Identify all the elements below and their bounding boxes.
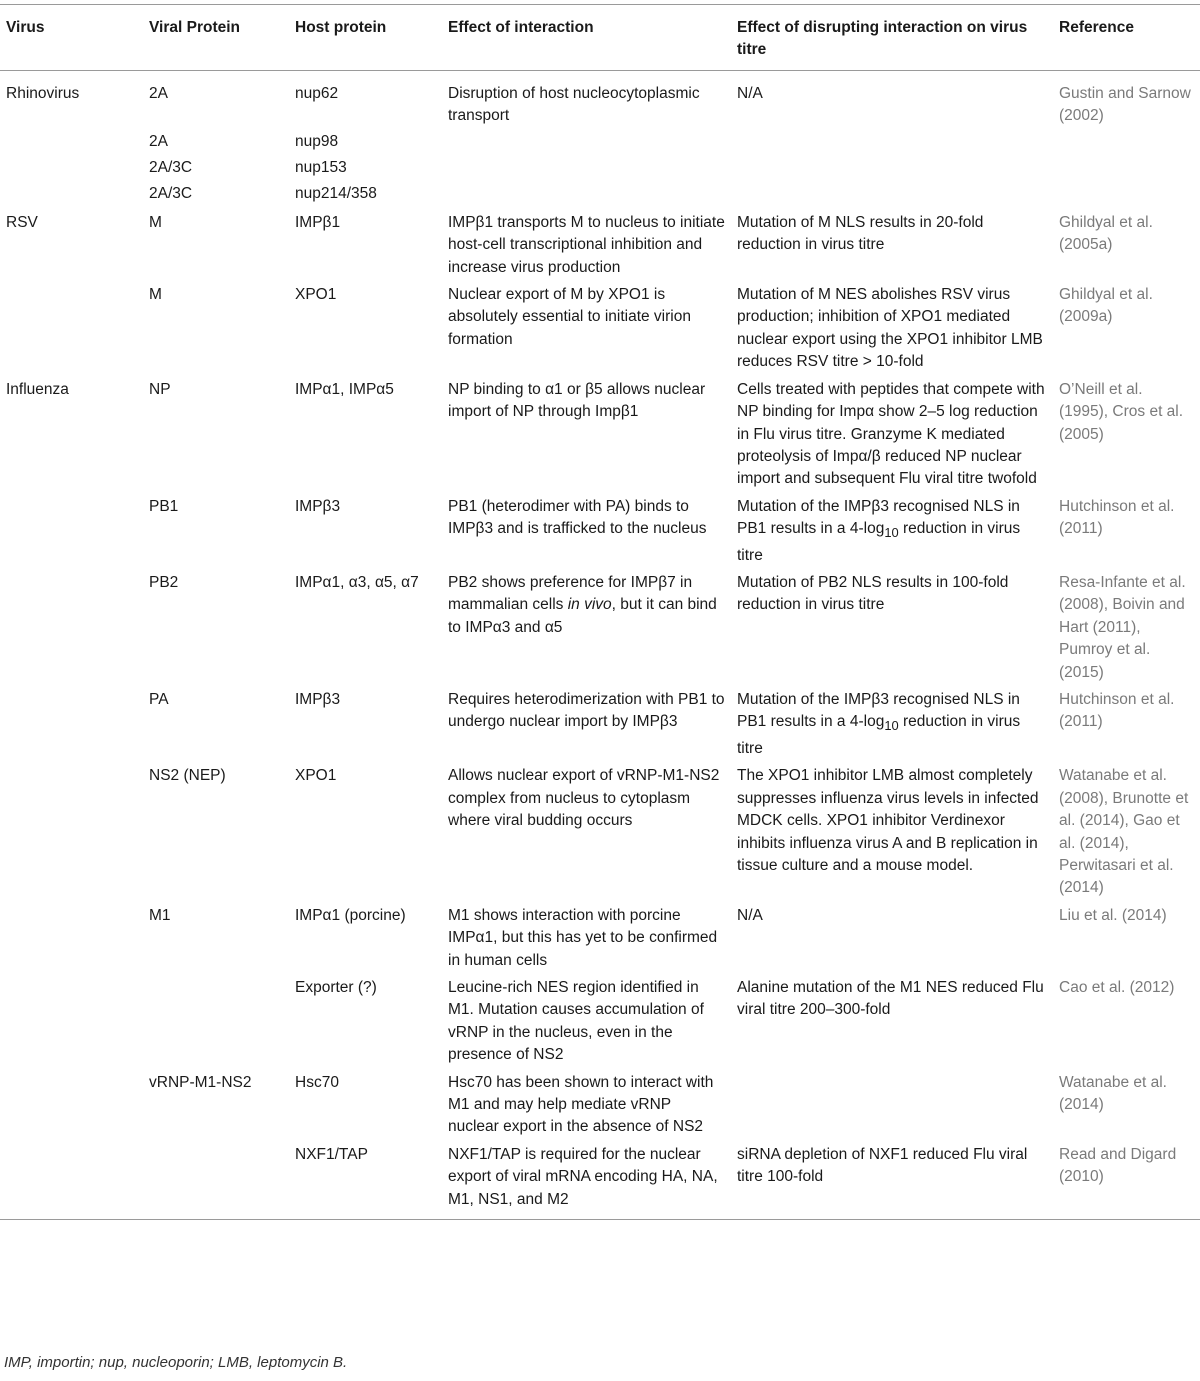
cell-reference: [1053, 157, 1200, 183]
cell-virus: [0, 763, 143, 902]
cell-reference: Ghildyal et al. (2009a): [1059, 286, 1153, 326]
table-row: [0, 903, 1200, 975]
cell-viral-protein: 2A: [149, 132, 168, 150]
cell-reference: Cao et al. (2012): [1059, 979, 1175, 997]
table-row: [0, 763, 1200, 902]
cell-host-protein: IMPβ3: [295, 497, 341, 515]
cell-titre-effect: N/A: [737, 906, 763, 924]
cell-titre-effect: [731, 157, 1053, 183]
cell-effect: NP binding to α1 or β5 allows nuclear import of NP through Impβ1: [448, 380, 706, 421]
header-effect: Effect of interaction: [448, 19, 594, 36]
header-disrupt-effect: Effect of disrupting interaction on virus titre: [737, 19, 1028, 59]
cell-titre-effect: Mutation of PB2 NLS results in 100-fold reduction in virus titre: [737, 574, 1009, 614]
table-row: [0, 70, 1200, 130]
cell-host-protein: XPO1: [295, 286, 337, 304]
table-header: [0, 5, 1200, 71]
cell-virus: [0, 903, 143, 975]
header-viral-protein: Viral Protein: [149, 19, 241, 36]
cell-titre-effect: Mutation of M NES abolishes RSV virus production; inhibition of XPO1 mediated nuclear export using the XPO1 inhibitor LMB reduces RSV titre > 10-fold: [737, 286, 1043, 371]
table-row: [0, 570, 1200, 687]
cell-effect: [442, 131, 731, 157]
cell-effect: NXF1/TAP is required for the nuclear export of viral mRNA encoding HA, NA, M1, NS1, and M2: [448, 1145, 718, 1208]
cell-host-protein: nup98: [295, 132, 339, 150]
cell-host-protein: nup62: [295, 84, 339, 102]
cell-viral-protein: NP: [149, 380, 171, 398]
cell-reference: Hutchinson et al. (2011): [1059, 497, 1175, 538]
cell-viral-protein: vRNP-M1-NS2: [149, 1073, 252, 1091]
cell-virus: [0, 131, 143, 157]
cell-viral-protein: 2A/3C: [149, 159, 193, 177]
cell-titre-effect: [731, 183, 1053, 209]
cell-effect: [442, 183, 731, 209]
cell-reference: Hutchinson et al. (2011): [1059, 691, 1175, 731]
cell-effect: Leucine-rich NES region identified in M1. Mutation causes accumulation of vRNP in the nucleus, even in the presence of NS2: [448, 979, 704, 1064]
cell-titre-effect: Alanine mutation of the M1 NES reduced Flu viral titre 200–300-fold: [737, 979, 1044, 1019]
table-row: [0, 1070, 1200, 1142]
table-row: [0, 131, 1200, 157]
cell-titre-effect: siRNA depletion of NXF1 reduced Flu viral titre 100-fold: [737, 1145, 1028, 1186]
cell-titre-effect: N/A: [737, 84, 763, 102]
cell-virus: Influenza: [6, 380, 69, 398]
cell-virus: RSV: [6, 213, 38, 231]
virus-host-interaction-table: [0, 4, 1200, 1220]
table-body: [0, 70, 1200, 1219]
cell-host-protein: IMPβ1: [295, 213, 341, 231]
cell-effect: IMPβ1 transports M to nucleus to initiate host-cell transcriptional inhibition and increase virus production: [448, 213, 725, 276]
table-row: [0, 975, 1200, 1070]
cell-reference: [1053, 131, 1200, 157]
cell-host-protein: NXF1/TAP: [295, 1145, 368, 1163]
cell-effect: Allows nuclear export of vRNP-M1-NS2 complex from nucleus to cytoplasm where viral budding occurs: [448, 767, 720, 830]
cell-effect: [442, 157, 731, 183]
cell-virus: [0, 1142, 143, 1220]
cell-virus: [0, 494, 143, 570]
effect-text-tail: , but it can bind to IMPα3 and α5: [448, 596, 717, 636]
cell-host-protein: nup153: [295, 159, 347, 177]
cell-host-protein: IMPβ3: [295, 691, 341, 709]
cell-reference: O’Neill et al. (1995), Cros et al. (2005): [1059, 380, 1184, 443]
cell-titre-effect: [731, 687, 1053, 763]
table-row: [0, 377, 1200, 494]
cell-effect: Nuclear export of M by XPO1 is absolutely essential to initiate virion formation: [448, 286, 691, 348]
cell-virus: [0, 183, 143, 209]
cell-effect: Requires heterodimerization with PB1 to undergo nuclear import by IMPβ3: [448, 691, 725, 731]
cell-titre-effect: [731, 1070, 1053, 1142]
cell-reference: [1053, 183, 1200, 209]
header-row: [0, 5, 1200, 71]
cell-effect: [442, 570, 731, 687]
cell-reference: Watanabe et al. (2014): [1059, 1073, 1167, 1114]
cell-viral-protein: PB1: [149, 497, 179, 515]
header-host-protein: Host protein: [295, 19, 387, 36]
cell-titre-effect: Cells treated with peptides that compete with NP binding for Impα show 2–5 log reduction in Flu virus titre. Granzyme K mediated proteolysis of Impα/β reduced NP nuclear import and subsequent Flu viral titre twofold: [737, 380, 1045, 488]
cell-virus: [0, 157, 143, 183]
cell-host-protein: Exporter (?): [295, 979, 377, 997]
cell-viral-protein: [143, 1142, 289, 1220]
cell-virus: [0, 1070, 143, 1142]
cell-host-protein: IMPα1, α3, α5, α7: [295, 574, 419, 592]
cell-effect: PB1 (heterodimer with PA) binds to IMPβ3 and is trafficked to the nucleus: [448, 497, 707, 538]
table-row: [0, 210, 1200, 282]
cell-reference: Gustin and Sarnow (2002): [1059, 84, 1191, 125]
cell-reference: Ghildyal et al. (2005a): [1059, 213, 1153, 254]
cell-viral-protein: M: [149, 213, 162, 231]
cell-titre-effect: Mutation of M NLS results in 20-fold reduction in virus titre: [737, 213, 984, 254]
log-subscript: 10: [884, 718, 899, 734]
cell-host-protein: nup214/358: [295, 185, 377, 203]
cell-titre-effect: The XPO1 inhibitor LMB almost completely suppresses influenza virus levels in infected MDCK cells. XPO1 inhibitor Verdinexor inhibits influenza virus A and B replication in tissue culture and a mouse model.: [737, 767, 1039, 874]
log-subscript: 10: [884, 525, 899, 541]
table-row: [0, 687, 1200, 763]
table-footnote: IMP, importin; nup, nucleoporin; LMB, leptomycin B.: [4, 1354, 348, 1371]
cell-viral-protein: PA: [149, 691, 169, 709]
cell-host-protein: IMPα1, IMPα5: [295, 380, 394, 398]
cell-host-protein: IMPα1 (porcine): [295, 906, 406, 924]
cell-virus: [0, 282, 143, 377]
titre-text-tail: reduction in virus titre: [737, 520, 1021, 564]
cell-reference: Liu et al. (2014): [1059, 906, 1167, 924]
header-virus: Virus: [6, 19, 45, 36]
cell-virus: Rhinovirus: [6, 84, 80, 102]
cell-viral-protein: PB2: [149, 574, 179, 592]
cell-reference: Watanabe et al. (2008), Brunotte et al. (2014), Gao et al. (2014), Perwitasari et al. (2014): [1059, 767, 1189, 897]
table-row: [0, 282, 1200, 377]
cell-reference: Resa-Infante et al. (2008), Boivin and Hart (2011), Pumroy et al. (2015): [1059, 574, 1186, 681]
cell-viral-protein: 2A: [149, 84, 168, 102]
cell-titre-effect: [731, 131, 1053, 157]
effect-text: PB2 shows preference for IMPβ7 in mammalian cells: [448, 574, 693, 614]
table-row: [0, 494, 1200, 570]
cell-virus: [0, 975, 143, 1070]
cell-titre-effect: [731, 494, 1053, 570]
cell-viral-protein: NS2 (NEP): [149, 767, 226, 785]
cell-effect: Hsc70 has been shown to interact with M1 and may help mediate vRNP nuclear export in the absence of NS2: [448, 1073, 714, 1136]
cell-host-protein: XPO1: [295, 767, 337, 785]
cell-virus: [0, 570, 143, 687]
cell-viral-protein: M: [149, 286, 162, 304]
header-reference: Reference: [1059, 19, 1134, 36]
cell-virus: [0, 687, 143, 763]
effect-italic: in vivo: [567, 596, 612, 614]
table-row: [0, 183, 1200, 209]
cell-effect: M1 shows interaction with porcine IMPα1, but this has yet to be confirmed in human cells: [448, 906, 718, 969]
titre-text: Mutation of the IMPβ3 recognised NLS in PB1 results in a 4-log: [737, 497, 1020, 538]
cell-viral-protein: [143, 975, 289, 1070]
cell-viral-protein: M1: [149, 906, 171, 924]
cell-reference: Read and Digard (2010): [1059, 1145, 1177, 1186]
titre-text-tail: reduction in virus titre: [737, 713, 1021, 757]
table-row: [0, 1142, 1200, 1220]
table-row: [0, 157, 1200, 183]
titre-text: Mutation of the IMPβ3 recognised NLS in PB1 results in a 4-log: [737, 691, 1020, 731]
cell-effect: Disruption of host nucleocytoplasmic transport: [448, 84, 700, 125]
data-table-container: [0, 4, 1200, 1220]
cell-host-protein: Hsc70: [295, 1073, 339, 1091]
cell-viral-protein: 2A/3C: [149, 185, 193, 203]
